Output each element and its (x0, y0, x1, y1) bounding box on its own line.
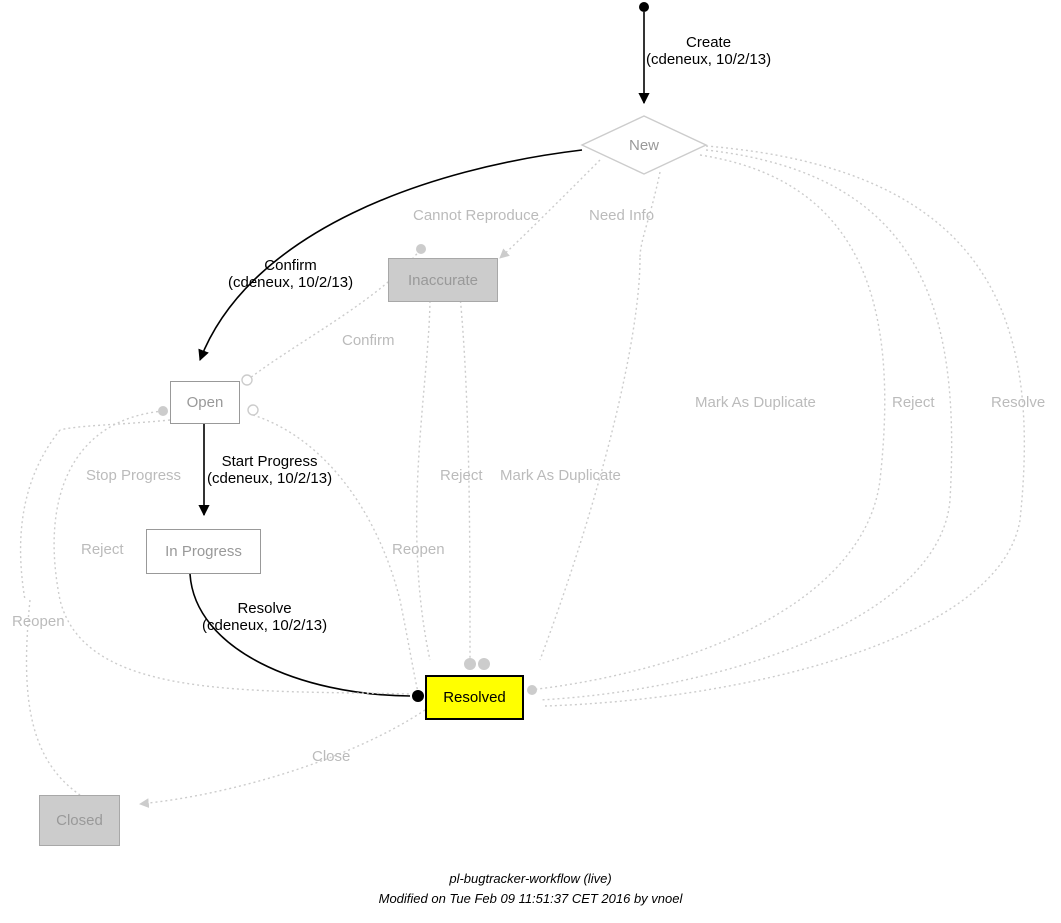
node-inaccurate[interactable] (388, 258, 498, 302)
transition-reject-left: Reject (81, 541, 124, 558)
edge-open-dot-1 (242, 375, 252, 385)
edge-mark-as-duplicate-right (530, 155, 885, 690)
edge-close (140, 710, 425, 804)
transition-resolve-right: Resolve (991, 394, 1046, 411)
transition-mark-as-duplicate-right: Mark As Duplicate (695, 394, 816, 411)
edge-open-dot-2 (248, 405, 258, 415)
node-resolved-label: Resolved (443, 689, 506, 706)
node-open-label: Open (186, 394, 224, 411)
transition-confirm-dim: Confirm (342, 332, 395, 349)
transition-resolve-label: Resolve (237, 600, 292, 617)
resolved-dot-2 (478, 658, 490, 670)
transition-stop-progress: Stop Progress (86, 467, 182, 484)
transition-start-progress-sub: (cdeneux, 10/2/13) (207, 470, 333, 487)
node-new-label: New (628, 136, 659, 154)
transition-close: Close (312, 748, 351, 765)
transition-reject-mid: Reject (440, 467, 483, 484)
transition-create-label: Create (686, 34, 732, 51)
edge-need-info-2 (540, 258, 640, 660)
transition-reject-right: Reject (892, 394, 935, 411)
diagram-modified: Modified on Tue Feb 09 11:51:37 CET 2016 by vnoel (378, 891, 683, 906)
edge-confirm-dim-dot (416, 244, 426, 254)
transition-need-info: Need Info (589, 207, 655, 224)
transition-create-sub: (cdeneux, 10/2/13) (646, 51, 772, 68)
edge-resolve-right (545, 146, 1024, 706)
edge-reopen-left-2 (21, 430, 60, 600)
edge-confirm (200, 150, 582, 360)
node-inaccurate-label: Inaccurate (407, 271, 479, 289)
transition-confirm (228, 257, 353, 291)
node-open[interactable] (170, 381, 240, 424)
transition-mark-as-duplicate-mid: Mark As Duplicate (500, 467, 621, 484)
diagram-title: pl-bugtracker-workflow (live) (449, 871, 612, 886)
transition-reopen-left: Reopen (12, 613, 65, 630)
edge-inaccurate-down (417, 296, 430, 660)
node-resolved[interactable] (425, 675, 524, 720)
resolved-dot-1 (464, 658, 476, 670)
node-in-progress-label: In Progress (165, 543, 242, 560)
transition-start-progress (207, 453, 332, 487)
transition-resolve (202, 600, 327, 634)
node-in-progress[interactable] (146, 529, 261, 574)
edge-resolve (190, 574, 410, 696)
node-closed[interactable] (39, 795, 120, 846)
edge-reject-right (540, 150, 952, 700)
transition-resolve-sub: (cdeneux, 10/2/13) (202, 617, 328, 634)
transition-confirm-sub: (cdeneux, 10/2/13) (228, 274, 354, 291)
transition-cannot-reproduce: Cannot Reproduce (413, 207, 539, 224)
transition-create (646, 34, 771, 68)
transition-reopen-mid: Reopen (392, 541, 445, 558)
resolved-dot-3 (527, 685, 537, 695)
node-closed-label: Closed (56, 812, 103, 829)
start-node (639, 2, 649, 12)
transition-start-progress-label: Start Progress (221, 453, 318, 470)
edge-resolve-endpoint (412, 690, 424, 702)
transition-confirm-label: Confirm (264, 257, 317, 274)
node-new[interactable] (604, 131, 684, 159)
